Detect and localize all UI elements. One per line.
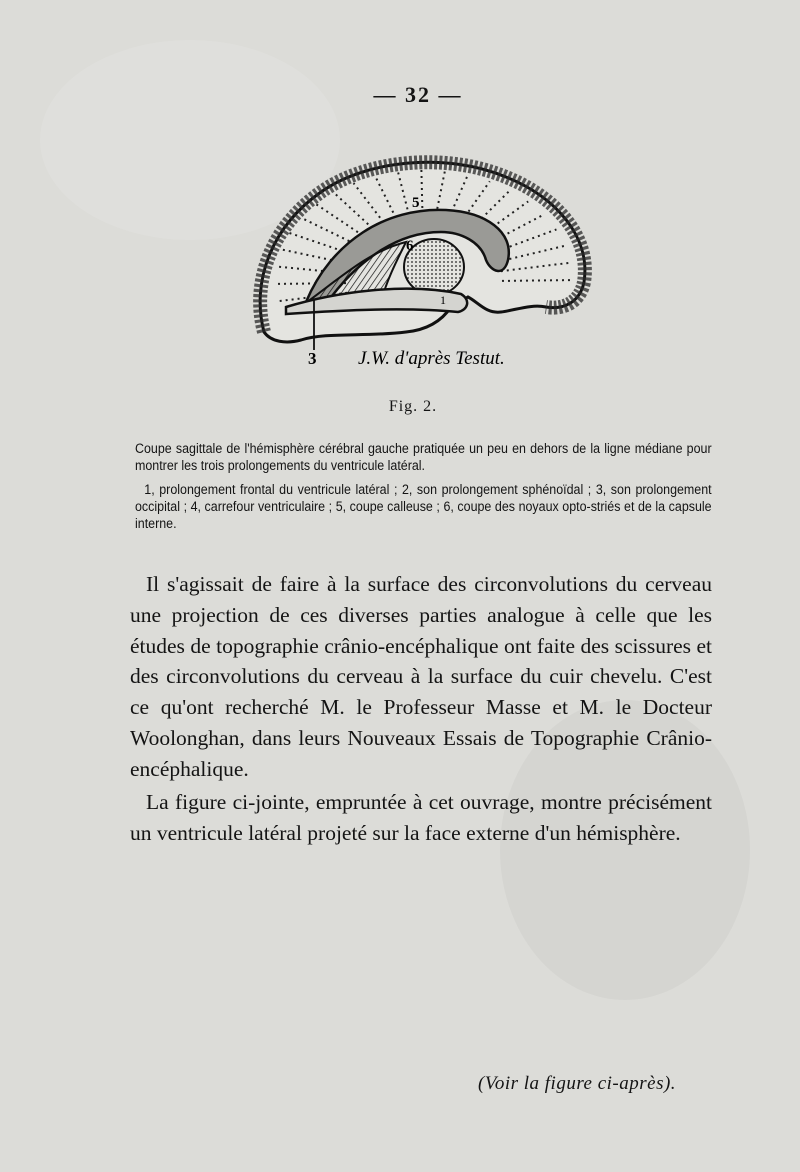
figure-label-3: 3	[308, 349, 317, 368]
body-paragraph-2: La figure ci-jointe, empruntée à cet ouvrage, montre précisément un ventricule latéral projeté sur la face externe d'un hémisphère.	[130, 790, 712, 845]
figure-label-1: 1	[440, 293, 446, 307]
brain-sagittal-section-figure	[246, 132, 596, 390]
page-number: — 32 —	[373, 82, 463, 107]
figure-label-5: 5	[412, 195, 420, 211]
figure-caption-legend	[135, 481, 712, 532]
figure-caption-title	[135, 440, 712, 474]
brain-drawing	[260, 162, 585, 350]
figure-signature: J.W. d'après Testut.	[358, 348, 505, 369]
figure-label-6: 6	[406, 238, 414, 254]
caption-legend-text: 1, prolongement frontal du ventricule latéral ; 2, son prolongement sphénoïdal ; 3, son prolongement occipital ; 4, carrefour ventriculaire ; 5, coupe calleuse ; 6, coupe des noyaux opto-striés et de la capsule interne.	[135, 482, 712, 531]
body-paragraph-1: Il s'agissait de faire à la surface des circonvolutions du cerveau une projection de ces diverses parties analogue à celle que les études de topographie crânio-encéphalique ont faite des scissures et des circonvolutions du cerveau à la surface du cuir chevelu. C'est ce qu'ont recherché M. le Professeur Masse et M. le Docteur Woolonghan, dans leurs Nouveaux Essais de Topographie Crânio-encéphalique.	[130, 572, 712, 781]
figure-number: Fig. 2.	[388, 398, 438, 415]
caption-text: Coupe sagittale de l'hémisphère cérébral gauche pratiquée un peu en dehors de la ligne médiane pour montrer les trois prolongements du ventricule latéral.	[135, 441, 712, 473]
footer-note: (Voir la figure ci-après).	[478, 1073, 677, 1094]
